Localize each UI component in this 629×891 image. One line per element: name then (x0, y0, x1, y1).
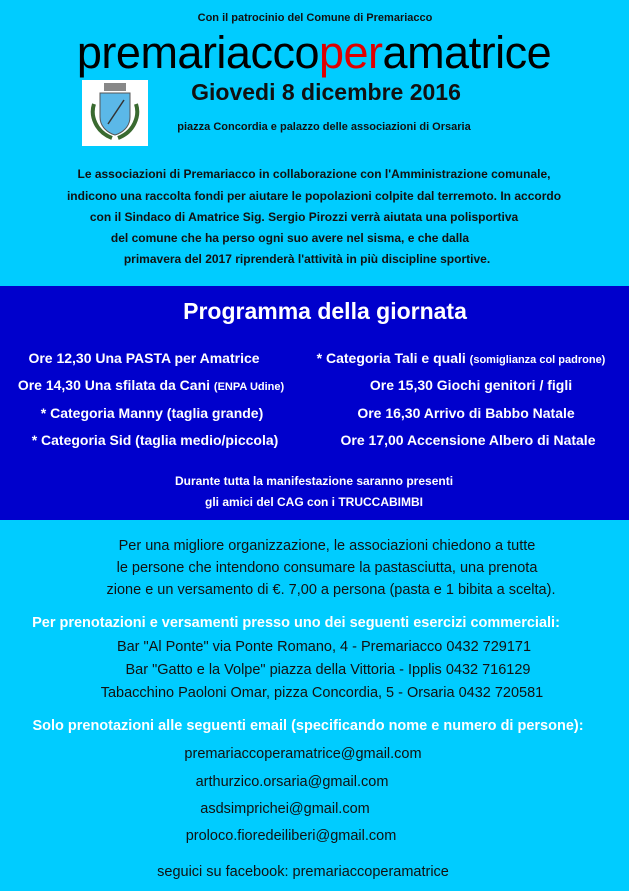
program-item: Ore 14,30 Una sfilata da Cani (ENPA Udine) (17, 377, 285, 393)
shop-item: Tabacchino Paoloni Omar, pizza Concordia, 5 - Orsaria 0432 720581 (100, 685, 544, 701)
program-title: Programma della giornata (183, 298, 467, 324)
event-location: piazza Concordia e palazzo delle associazioni di Orsaria (177, 121, 471, 133)
email-title: Solo prenotazioni alle seguenti email (specificando nome e numero di persone): (32, 718, 584, 734)
program-item: * Categoria Tali e quali (somiglianza col padrone) (316, 350, 606, 366)
program-item: * Categoria Manny (taglia grande) (40, 405, 264, 421)
organization-line: zione e un versamento di €. 7,00 a persona (pasta e 1 bibita a scelta). (106, 582, 556, 598)
title-part-3: amatrice (382, 27, 552, 78)
shop-item: Bar "Gatto e la Volpe" piazza della Vittoria - Ipplis 0432 716129 (125, 662, 531, 678)
program-footer-line: gli amici del CAG con i TRUCCABIMBI (204, 495, 424, 509)
program-item: Ore 12,30 Una PASTA per Amatrice (28, 350, 260, 366)
email-link[interactable]: arthurzico.orsaria@gmail.com (195, 774, 389, 790)
title-part-1: premariacco (76, 27, 319, 78)
program-item: Ore 15,30 Giochi genitori / figli (369, 377, 573, 393)
booking-title: Per prenotazioni e versamenti presso uno dei seguenti esercizi commerciali: (32, 615, 560, 631)
title-part-2: per (318, 27, 383, 78)
patronage-text: Con il patrocinio del Comune di Premariacco (197, 12, 433, 24)
event-date: Giovedi 8 dicembre 2016 (191, 79, 461, 105)
program-footer-line: Durante tutta la manifestazione saranno presenti (174, 474, 454, 488)
organization-line: le persone che intendono consumare la pastasciutta, una prenota (116, 560, 538, 576)
intro-line: primavera del 2017 riprenderà l'attività in più discipline sportive. (123, 252, 491, 266)
coat-of-arms-logo (82, 80, 148, 146)
shop-item: Bar "Al Ponte" via Ponte Romano, 4 - Premariacco 0432 729171 (116, 639, 532, 655)
page-title (77, 28, 551, 78)
facebook-link[interactable]: seguici su facebook: premariaccoperamatrice (157, 864, 449, 880)
organization-line: Per una migliore organizzazione, le associazioni chiedono a tutte (118, 538, 536, 554)
intro-line: Le associazioni di Premariacco in collaborazione con l'Amministrazione comunale, (77, 167, 551, 181)
program-item: Ore 16,30 Arrivo di Babbo Natale (357, 405, 575, 421)
intro-line: con il Sindaco di Amatrice Sig. Sergio Pirozzi verrà aiutata una polisportiva (89, 210, 519, 224)
email-link[interactable]: asdsimprichei@gmail.com (200, 801, 370, 817)
email-link[interactable]: premariaccoperamatrice@gmail.com (184, 746, 422, 762)
intro-line: indicono una raccolta fondi per aiutare le popolazioni colpite dal terremoto. In accordo (66, 189, 562, 203)
email-link[interactable]: proloco.fioredeiliberi@gmail.com (185, 828, 397, 844)
program-item: Ore 17,00 Accensione Albero di Natale (340, 432, 596, 448)
intro-line: del comune che ha perso ogni suo avere nel sisma, e che dalla (110, 231, 470, 245)
program-item: * Categoria Sid (taglia medio/piccola) (31, 432, 279, 448)
